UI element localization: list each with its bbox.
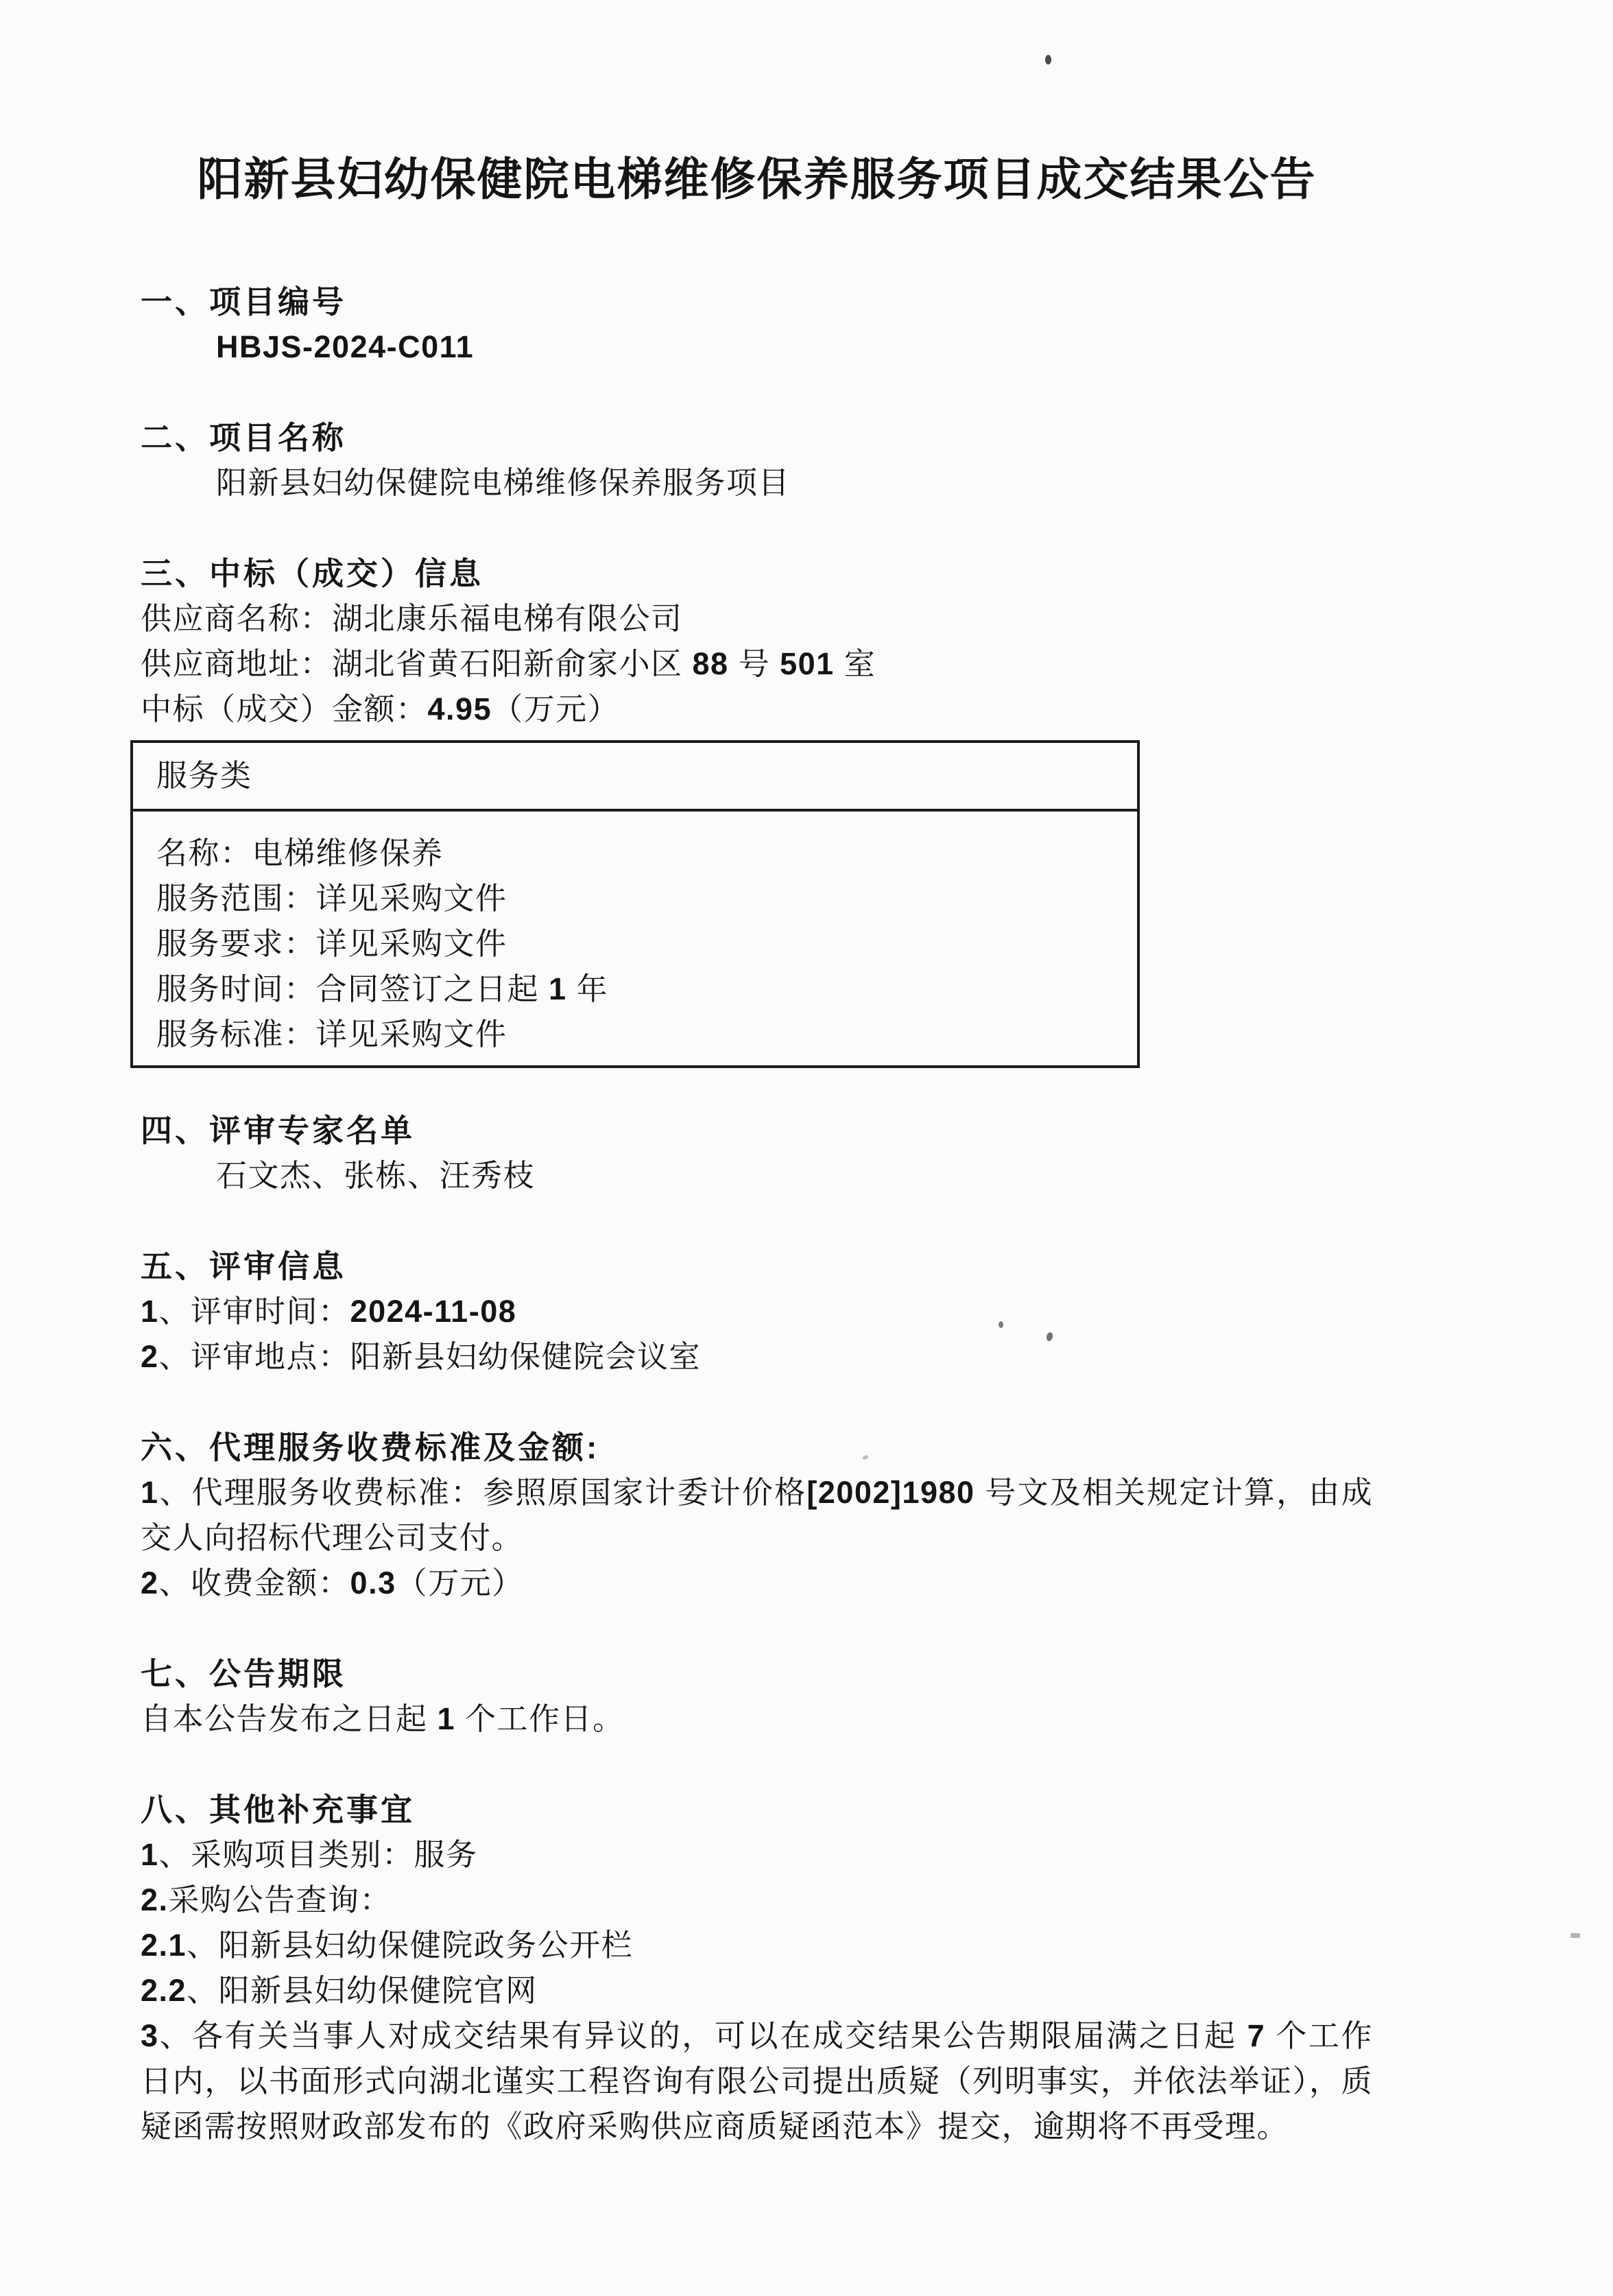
scan-artifact-dot xyxy=(1045,55,1051,64)
section-heading: 三、中标（成交）信息 xyxy=(141,556,483,591)
table-row-duration: 服务时间：合同签订之日起 1 年 xyxy=(156,971,609,1006)
section-heading: 七、公告期限 xyxy=(141,1656,346,1692)
table-row-requirements: 服务要求：详见采购文件 xyxy=(156,926,507,961)
section-project-name xyxy=(141,415,1373,506)
page-title: 阳新县妇幼保健院电梯维修保养服务项目成交结果公告 xyxy=(197,154,1317,204)
section-supplementary xyxy=(141,1787,1373,2149)
section-heading: 八、其他补充事宜 xyxy=(141,1792,415,1827)
review-time: 1、评审时间：2024-11-08 xyxy=(141,1294,517,1329)
supplementary-query: 2.采购公告查询： xyxy=(141,1882,392,1917)
section-heading: 六、代理服务收费标准及金额: xyxy=(141,1430,600,1465)
supplier-name: 供应商名称：湖北康乐福电梯有限公司 xyxy=(141,601,683,636)
supplementary-query-website: 2.2、阳新县妇幼保健院官网 xyxy=(141,1973,538,2008)
service-table xyxy=(130,740,1140,1068)
award-amount: 中标（成交）金额：4.95（万元） xyxy=(141,691,620,726)
supplementary-category: 1、采购项目类别：服务 xyxy=(141,1837,478,1872)
section-heading: 五、评审信息 xyxy=(141,1248,346,1284)
project-number-value: HBJS-2024-C011 xyxy=(216,329,475,364)
section-heading: 四、评审专家名单 xyxy=(141,1113,415,1148)
section-review-info xyxy=(141,1244,1373,1380)
table-row-name: 名称：电梯维修保养 xyxy=(156,836,444,871)
service-category-label: 服务类 xyxy=(156,758,252,793)
section-announcement-period xyxy=(141,1651,1373,1742)
review-location: 2、评审地点：阳新县妇幼保健院会议室 xyxy=(141,1339,702,1374)
agency-fee-standard: 1、代理服务收费标准：参照原国家计委计价格[2002]1980 号文及相关规定计算，由成交人向招标代理公司支付。 xyxy=(141,1475,1373,1555)
scan-artifact-dot xyxy=(1570,1933,1580,1938)
section-heading: 二、项目名称 xyxy=(141,420,346,455)
section-expert-list xyxy=(141,1108,1373,1198)
section-project-number xyxy=(141,279,1373,370)
project-name-value: 阳新县妇幼保健院电梯维修保养服务项目 xyxy=(216,465,791,500)
section-agency-fee xyxy=(141,1425,1373,1606)
supplementary-objection: 3、各有关当事人对成交结果有异议的，可以在成交结果公告期限届满之日起 7 个工作日内，以书面形式向湖北谨实工程咨询有限公司提出质疑（列明事实，并依法举证），质疑函需按照财政部发布的《政府采购供应商质疑函范本》提交，逾期将不再受理。 xyxy=(141,2018,1373,2144)
table-row-scope: 服务范围：详见采购文件 xyxy=(156,881,507,916)
supplementary-query-board: 2.1、阳新县妇幼保健院政务公开栏 xyxy=(141,1928,634,1963)
section-award-info xyxy=(141,551,1373,1068)
announcement-period-value: 自本公告发布之日起 1 个工作日。 xyxy=(141,1701,625,1736)
agency-fee-amount: 2、收费金额：0.3（万元） xyxy=(141,1565,524,1600)
supplier-address: 供应商地址：湖北省黄石阳新俞家小区 88 号 501 室 xyxy=(141,646,876,681)
scan-artifact-dot xyxy=(999,1321,1003,1328)
expert-names: 石文杰、张栋、汪秀枝 xyxy=(216,1158,536,1193)
section-heading: 一、项目编号 xyxy=(141,284,346,320)
table-row-standard: 服务标准：详见采购文件 xyxy=(156,1017,507,1052)
service-table-body xyxy=(133,812,1137,1065)
service-table-header xyxy=(133,743,1137,812)
